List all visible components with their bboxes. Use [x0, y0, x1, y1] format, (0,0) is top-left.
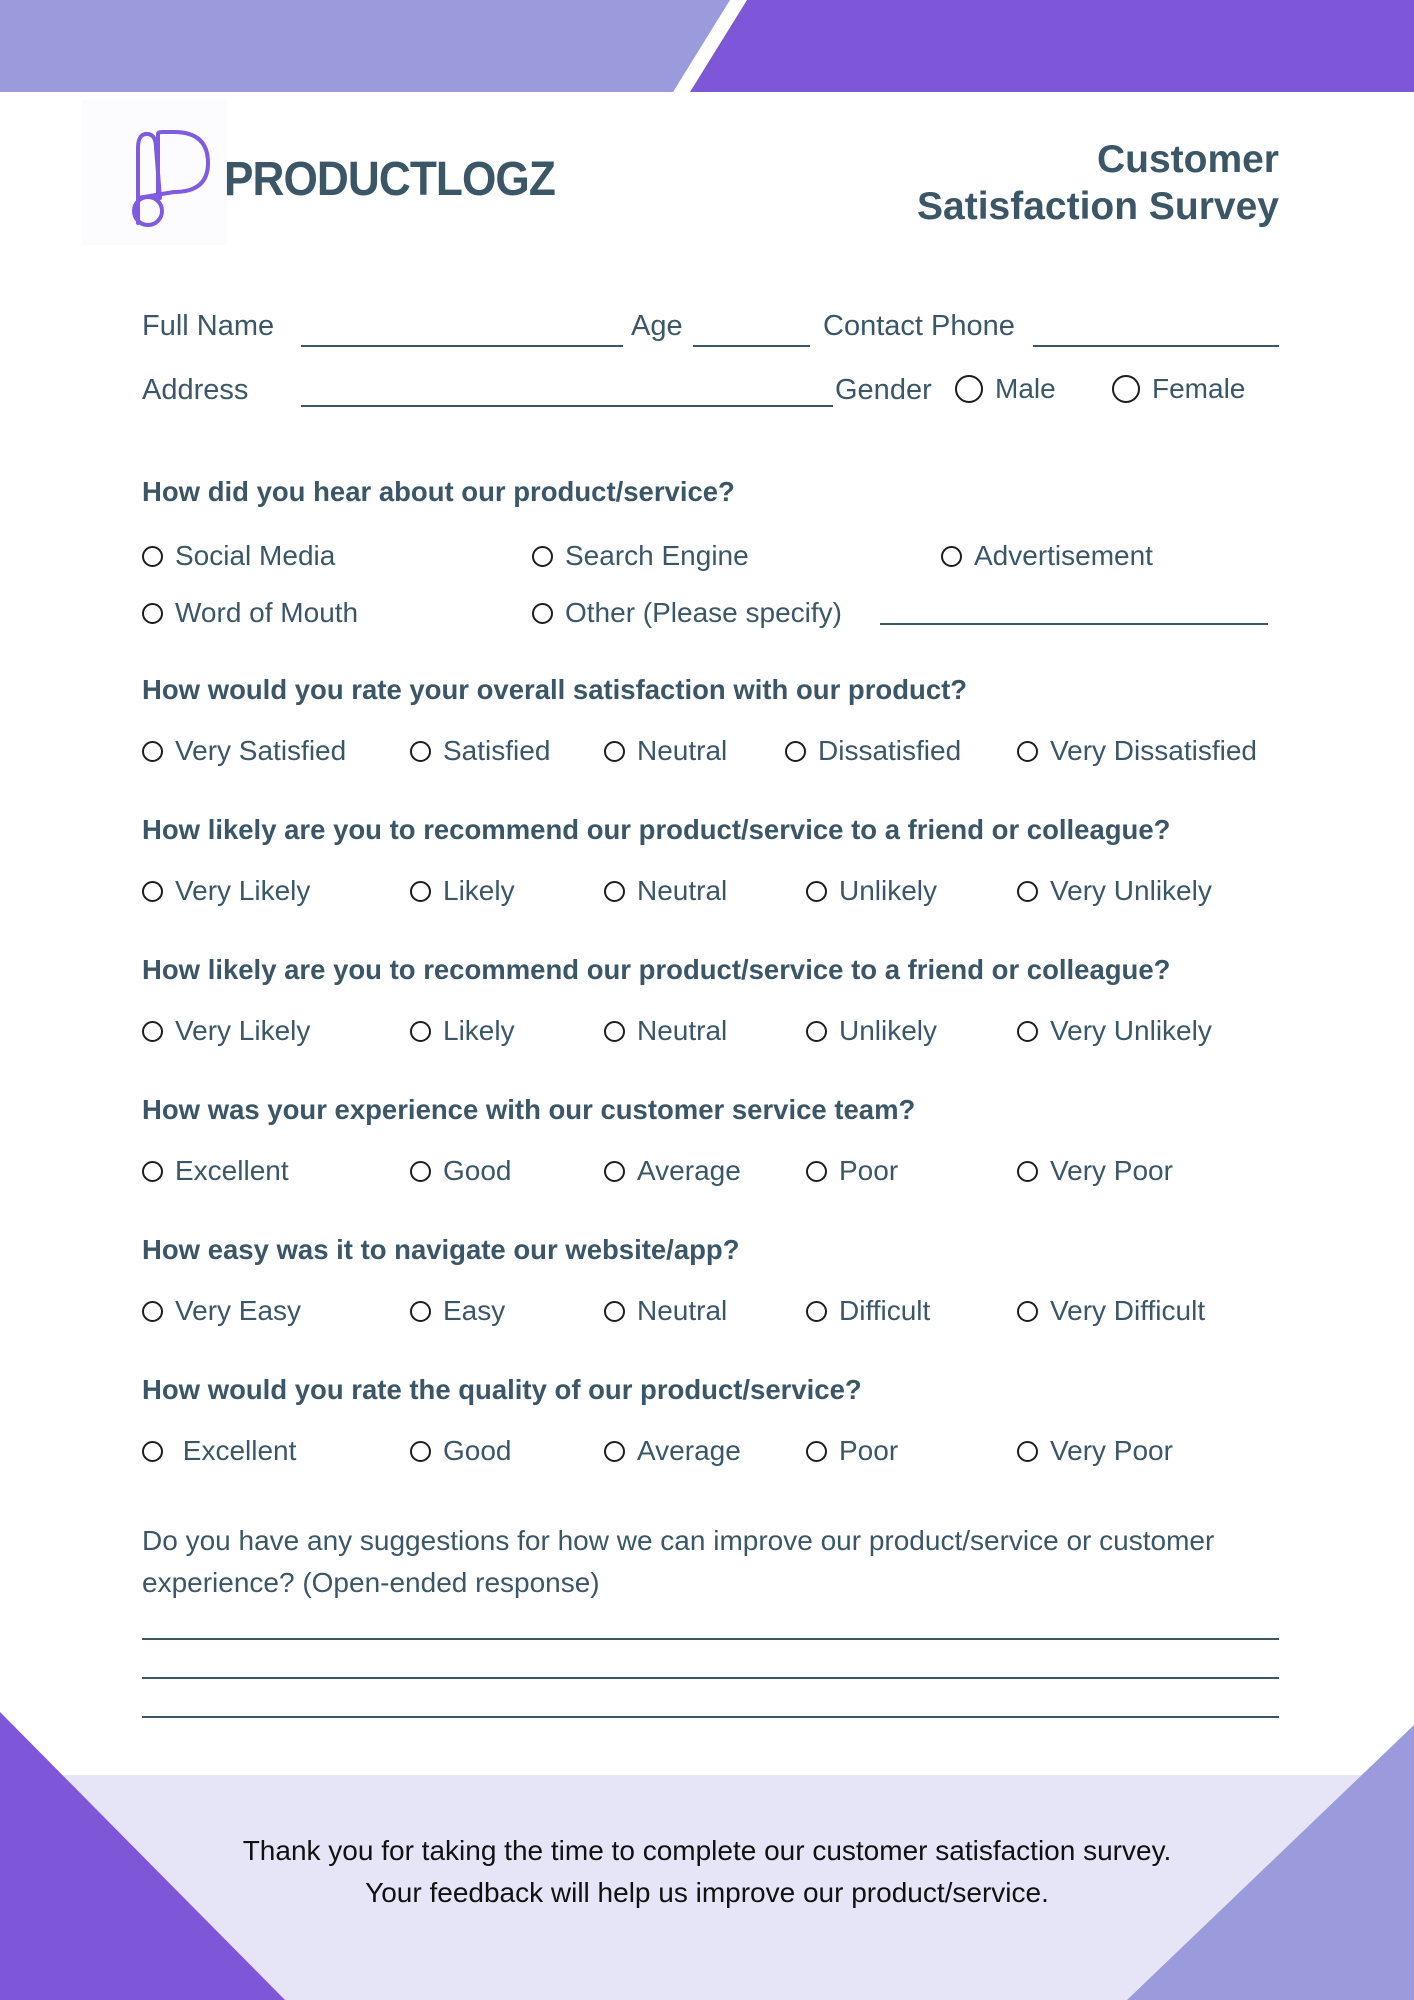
- q1-option-word-of-mouth[interactable]: [142, 597, 358, 629]
- option-label: Other (Please specify): [565, 597, 842, 628]
- address-label: Address: [142, 374, 249, 406]
- radio-circle-icon[interactable]: [1017, 741, 1038, 762]
- q1-option-advertisement[interactable]: [941, 540, 1153, 572]
- q6-option[interactable]: [1017, 1295, 1205, 1327]
- radio-circle-icon[interactable]: [806, 1301, 827, 1322]
- q6-option[interactable]: [142, 1295, 301, 1327]
- option-label: Unlikely: [839, 1015, 938, 1046]
- radio-circle-icon[interactable]: [604, 1441, 625, 1462]
- full-name-label: Full Name: [142, 310, 275, 342]
- radio-circle-icon[interactable]: [1017, 881, 1038, 902]
- option-label: Very Difficult: [1050, 1295, 1206, 1326]
- option-label: Very Poor: [1050, 1155, 1173, 1186]
- q3-option[interactable]: [142, 875, 310, 907]
- radio-circle-icon[interactable]: [410, 1161, 431, 1182]
- option-label: Average: [637, 1155, 741, 1186]
- radio-circle-icon[interactable]: [604, 1161, 625, 1182]
- option-label: Very Dissatisfied: [1050, 735, 1257, 766]
- q2-option[interactable]: [142, 735, 346, 767]
- q4-option[interactable]: [410, 1015, 515, 1047]
- radio-circle-icon[interactable]: [806, 1161, 827, 1182]
- contact-phone-field[interactable]: [1033, 345, 1279, 347]
- option-label: Likely: [443, 1015, 515, 1046]
- option-label: Very Poor: [1050, 1435, 1173, 1466]
- option-label: Social Media: [175, 540, 336, 571]
- option-label: Neutral: [637, 735, 728, 766]
- radio-circle-icon[interactable]: [532, 603, 553, 624]
- question-title: How did you hear about our product/service?: [142, 476, 735, 507]
- open-response-line-3[interactable]: [142, 1716, 1279, 1718]
- option-label: Female: [1152, 373, 1246, 404]
- full-name-field[interactable]: [301, 345, 623, 347]
- option-label: Poor: [839, 1155, 899, 1186]
- contact-phone-label: Contact Phone: [823, 310, 1015, 342]
- radio-circle-icon[interactable]: [410, 881, 431, 902]
- open-response-line-2[interactable]: [142, 1677, 1279, 1679]
- radio-circle-icon[interactable]: [410, 1301, 431, 1322]
- radio-circle-icon[interactable]: [142, 1021, 163, 1042]
- option-label: Poor: [839, 1435, 899, 1466]
- option-label: Unlikely: [839, 875, 938, 906]
- radio-circle-icon[interactable]: [1017, 1301, 1038, 1322]
- age-label: Age: [631, 310, 683, 342]
- option-label: Easy: [443, 1295, 506, 1326]
- option-label: Very Likely: [175, 875, 311, 906]
- other-specify-field[interactable]: [880, 623, 1268, 625]
- radio-circle-icon[interactable]: [1017, 1021, 1038, 1042]
- q3-option[interactable]: [806, 875, 937, 907]
- radio-circle-icon[interactable]: [410, 741, 431, 762]
- q3-option[interactable]: [410, 875, 515, 907]
- option-label: Neutral: [637, 1295, 728, 1326]
- radio-circle-icon[interactable]: [142, 741, 163, 762]
- question-title: How easy was it to navigate our website/app?: [142, 1234, 740, 1265]
- q6-option[interactable]: [604, 1295, 727, 1327]
- address-field[interactable]: [301, 405, 833, 407]
- radio-circle-icon[interactable]: [142, 1161, 163, 1182]
- radio-circle-icon[interactable]: [806, 881, 827, 902]
- option-label: Neutral: [637, 875, 728, 906]
- question-title: How would you rate the quality of our product/service?: [142, 1374, 862, 1405]
- option-label: Likely: [443, 875, 515, 906]
- radio-circle-icon[interactable]: [955, 375, 983, 403]
- gender-label: Gender: [835, 374, 932, 406]
- radio-circle-icon[interactable]: [142, 546, 163, 567]
- radio-circle-icon[interactable]: [604, 881, 625, 902]
- q4-option[interactable]: [1017, 1015, 1212, 1047]
- q5-option[interactable]: [806, 1155, 898, 1187]
- option-label: Very Satisfied: [175, 735, 347, 766]
- q3-option[interactable]: [1017, 875, 1212, 907]
- option-label: Average: [637, 1435, 741, 1466]
- question-title: How would you rate your overall satisfaction with our product?: [142, 674, 968, 705]
- page-title-line2: Satisfaction Survey: [917, 185, 1279, 228]
- q6-option[interactable]: [410, 1295, 505, 1327]
- q7-option[interactable]: [410, 1435, 512, 1467]
- radio-circle-icon[interactable]: [941, 546, 962, 567]
- q3-option[interactable]: [604, 875, 727, 907]
- question-title: How likely are you to recommend our product/service to a friend or colleague?: [142, 954, 1171, 985]
- page-title-line1: Customer: [1096, 138, 1279, 181]
- radio-circle-icon[interactable]: [142, 1301, 163, 1322]
- radio-circle-icon[interactable]: [142, 603, 163, 624]
- footer-line-1: Thank you for taking the time to complete our customer satisfaction survey.: [242, 1835, 1172, 1866]
- option-label: Good: [443, 1435, 512, 1466]
- radio-circle-icon[interactable]: [806, 1441, 827, 1462]
- q4-option[interactable]: [604, 1015, 727, 1047]
- page-title: [917, 136, 1279, 230]
- radio-circle-icon[interactable]: [785, 741, 806, 762]
- q7-option[interactable]: [142, 1435, 296, 1467]
- brand-name: PRODUCTLOGZ: [224, 153, 555, 206]
- radio-circle-icon[interactable]: [604, 741, 625, 762]
- gender-option-male[interactable]: [955, 373, 1056, 405]
- option-label: Good: [443, 1155, 512, 1186]
- q5-option[interactable]: [142, 1155, 289, 1187]
- footer-line-2: Your feedback will help us improve our product/service.: [365, 1877, 1049, 1908]
- option-label: Very Likely: [175, 1015, 311, 1046]
- option-label: Search Engine: [565, 540, 749, 571]
- option-label: Word of Mouth: [175, 597, 359, 628]
- option-label: Advertisement: [974, 540, 1153, 571]
- open-response-line-1[interactable]: [142, 1638, 1279, 1640]
- header-banner-left: [0, 0, 730, 92]
- option-label: Excellent: [175, 1435, 297, 1466]
- radio-circle-icon[interactable]: [142, 1441, 163, 1462]
- q4-option[interactable]: [142, 1015, 310, 1047]
- radio-circle-icon[interactable]: [142, 881, 163, 902]
- option-label: Neutral: [637, 1015, 728, 1046]
- radio-circle-icon[interactable]: [532, 546, 553, 567]
- option-label: Dissatisfied: [818, 735, 962, 766]
- q4-option[interactable]: [806, 1015, 937, 1047]
- gender-option-female[interactable]: [1112, 373, 1245, 405]
- radio-circle-icon[interactable]: [1017, 1161, 1038, 1182]
- q5-option[interactable]: [604, 1155, 741, 1187]
- q6-option[interactable]: [806, 1295, 930, 1327]
- q7-option[interactable]: [604, 1435, 741, 1467]
- q1-option-search-engine[interactable]: [532, 540, 749, 572]
- radio-circle-icon[interactable]: [604, 1021, 625, 1042]
- q7-option[interactable]: [806, 1435, 898, 1467]
- productlogz-logo-icon: [128, 128, 218, 233]
- radio-circle-icon[interactable]: [410, 1441, 431, 1462]
- question-title: How likely are you to recommend our product/service to a friend or colleague?: [142, 814, 1171, 845]
- q5-option[interactable]: [410, 1155, 512, 1187]
- radio-circle-icon[interactable]: [410, 1021, 431, 1042]
- footer-thank-you: [0, 1830, 1414, 1914]
- option-label: Difficult: [839, 1295, 931, 1326]
- option-label: Very Unlikely: [1050, 1015, 1212, 1046]
- q7-option[interactable]: [1017, 1435, 1173, 1467]
- q5-option[interactable]: [1017, 1155, 1173, 1187]
- q2-option[interactable]: [410, 735, 550, 767]
- option-label: Very Easy: [175, 1295, 302, 1326]
- option-label: Excellent: [175, 1155, 289, 1186]
- radio-circle-icon[interactable]: [1112, 375, 1140, 403]
- option-label: Satisfied: [443, 735, 551, 766]
- age-field[interactable]: [693, 345, 810, 347]
- radio-circle-icon[interactable]: [604, 1301, 625, 1322]
- option-label: Male: [995, 373, 1056, 404]
- q1-option-social-media[interactable]: [142, 540, 335, 572]
- q1-option-other[interactable]: [532, 597, 842, 629]
- q2-option[interactable]: [1017, 735, 1257, 767]
- option-label: Very Unlikely: [1050, 875, 1212, 906]
- q2-option[interactable]: [785, 735, 961, 767]
- radio-circle-icon[interactable]: [806, 1021, 827, 1042]
- question-title: How was your experience with our customer service team?: [142, 1094, 916, 1125]
- q2-option[interactable]: [604, 735, 727, 767]
- header-banner-right: [690, 0, 1414, 92]
- radio-circle-icon[interactable]: [1017, 1441, 1038, 1462]
- open-ended-question: Do you have any suggestions for how we can improve our product/service or customer experience? (Open-ended response): [142, 1525, 1215, 1598]
